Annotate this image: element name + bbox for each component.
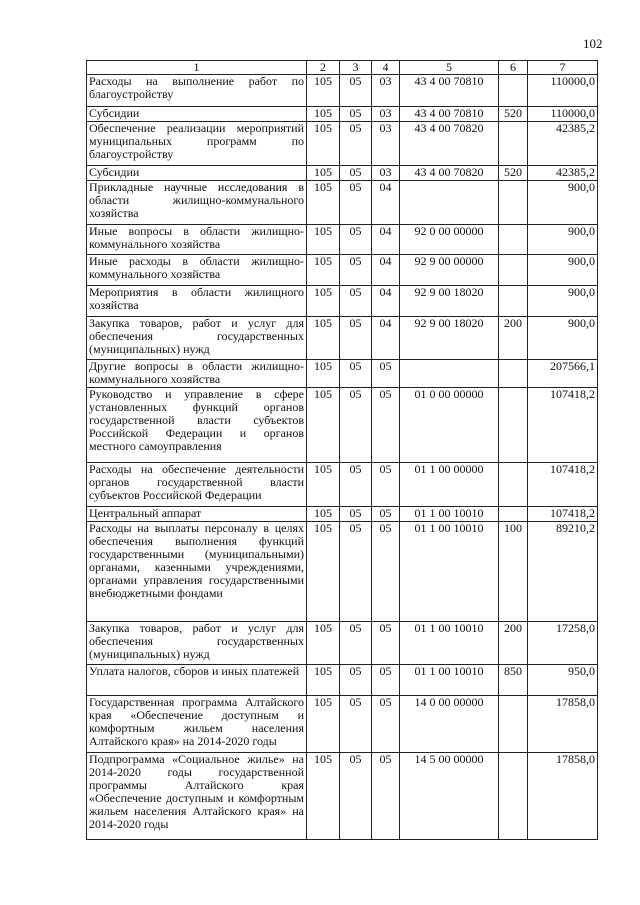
- cell-code: 105: [307, 522, 340, 622]
- cell-subsection: 04: [372, 317, 400, 360]
- column-header: 5: [400, 61, 499, 75]
- cell-target-item: 92 9 00 00000: [400, 255, 499, 286]
- cell-section: 05: [340, 388, 372, 463]
- cell-section: 05: [340, 507, 372, 522]
- cell-subsection: 04: [372, 255, 400, 286]
- cell-subsection: 05: [372, 696, 400, 753]
- cell-name: Прикладные научные исследования в области жилищно-коммунального хозяйства: [87, 181, 307, 225]
- cell-name: Иные вопросы в области жилищно-коммунального хозяйства: [87, 225, 307, 255]
- cell-name: Расходы на выплаты персоналу в целях обеспечения выполнения функций государственными (муниципальными) органами, казенными учреждениями, органами управления государственными внебюджетными фондами: [87, 522, 307, 622]
- cell-section: 05: [340, 255, 372, 286]
- column-header: 7: [528, 61, 598, 75]
- table-row: [87, 753, 598, 840]
- cell-section: 05: [340, 286, 372, 317]
- table-row: [87, 665, 598, 696]
- cell-section: 05: [340, 122, 372, 166]
- table-row: [87, 522, 598, 622]
- cell-expense-type: [499, 388, 528, 463]
- cell-subsection: 05: [372, 622, 400, 665]
- cell-expense-type: 850: [499, 665, 528, 696]
- cell-target-item: 92 0 00 00000: [400, 225, 499, 255]
- cell-subsection: 03: [372, 166, 400, 181]
- cell-amount: 110000,0: [528, 107, 598, 122]
- table-row: [87, 317, 598, 360]
- cell-expense-type: 520: [499, 107, 528, 122]
- cell-expense-type: 100: [499, 522, 528, 622]
- cell-name: Государственная программа Алтайского края «Обеспечение доступным и комфортным жильем населения Алтайского края» на 2014-2020 годы: [87, 696, 307, 753]
- cell-code: 105: [307, 753, 340, 840]
- cell-code: 105: [307, 507, 340, 522]
- table-row: [87, 696, 598, 753]
- cell-expense-type: [499, 75, 528, 107]
- cell-target-item: 92 9 00 18020: [400, 317, 499, 360]
- cell-name: Мероприятия в области жилищного хозяйства: [87, 286, 307, 317]
- cell-section: 05: [340, 181, 372, 225]
- column-header: 6: [499, 61, 528, 75]
- cell-name: Уплата налогов, сборов и иных платежей: [87, 665, 307, 696]
- cell-amount: 42385,2: [528, 166, 598, 181]
- cell-target-item: 01 1 00 10010: [400, 522, 499, 622]
- budget-table: [86, 60, 598, 840]
- cell-code: 105: [307, 317, 340, 360]
- cell-amount: 107418,2: [528, 507, 598, 522]
- cell-section: 05: [340, 696, 372, 753]
- cell-name: Закупка товаров, работ и услуг для обеспечения государственных (муниципальных) нужд: [87, 317, 307, 360]
- cell-code: 105: [307, 388, 340, 463]
- cell-name: Расходы на выполнение работ по благоустройству: [87, 75, 307, 107]
- cell-expense-type: 200: [499, 317, 528, 360]
- cell-target-item: 14 5 00 00000: [400, 753, 499, 840]
- cell-section: 05: [340, 107, 372, 122]
- cell-section: 05: [340, 75, 372, 107]
- cell-code: 105: [307, 665, 340, 696]
- cell-section: 05: [340, 225, 372, 255]
- cell-code: 105: [307, 622, 340, 665]
- column-header: 3: [340, 61, 372, 75]
- cell-amount: 110000,0: [528, 75, 598, 107]
- cell-expense-type: [499, 255, 528, 286]
- column-header: 4: [372, 61, 400, 75]
- cell-subsection: 03: [372, 122, 400, 166]
- table-row: [87, 166, 598, 181]
- cell-target-item: 43 4 00 70810: [400, 107, 499, 122]
- cell-code: 105: [307, 181, 340, 225]
- cell-subsection: 05: [372, 463, 400, 507]
- cell-amount: 89210,2: [528, 522, 598, 622]
- table-row: [87, 622, 598, 665]
- table-row: [87, 107, 598, 122]
- cell-code: 105: [307, 166, 340, 181]
- cell-subsection: 04: [372, 286, 400, 317]
- cell-target-item: [400, 181, 499, 225]
- cell-name: Подпрограмма «Социальное жилье» на 2014-2020 годы государственной программы Алтайского края «Обеспечение доступным и комфортным жильем населения Алтайского края» на 2014-2020 годы: [87, 753, 307, 840]
- cell-target-item: 43 4 00 70820: [400, 122, 499, 166]
- table-row: [87, 122, 598, 166]
- cell-expense-type: [499, 360, 528, 388]
- cell-name: Другие вопросы в области жилищно-коммунального хозяйства: [87, 360, 307, 388]
- cell-expense-type: [499, 463, 528, 507]
- cell-amount: 900,0: [528, 181, 598, 225]
- cell-subsection: 05: [372, 388, 400, 463]
- cell-amount: 17258,0: [528, 622, 598, 665]
- cell-target-item: 92 9 00 18020: [400, 286, 499, 317]
- cell-section: 05: [340, 166, 372, 181]
- cell-amount: 900,0: [528, 286, 598, 317]
- cell-target-item: 01 1 00 10010: [400, 507, 499, 522]
- cell-subsection: 05: [372, 665, 400, 696]
- table-row: [87, 360, 598, 388]
- cell-subsection: 05: [372, 507, 400, 522]
- cell-amount: 900,0: [528, 317, 598, 360]
- cell-amount: 950,0: [528, 665, 598, 696]
- cell-target-item: 01 1 00 10010: [400, 665, 499, 696]
- table-header-row: [87, 61, 598, 75]
- cell-expense-type: 520: [499, 166, 528, 181]
- cell-target-item: 43 4 00 70820: [400, 166, 499, 181]
- table-row: [87, 463, 598, 507]
- cell-expense-type: [499, 753, 528, 840]
- cell-name: Обеспечение реализации мероприятий муниципальных программ по благоустройству: [87, 122, 307, 166]
- cell-section: 05: [340, 317, 372, 360]
- page-number: 102: [583, 36, 603, 51]
- cell-amount: 207566,1: [528, 360, 598, 388]
- cell-target-item: 01 0 00 00000: [400, 388, 499, 463]
- cell-target-item: 01 1 00 00000: [400, 463, 499, 507]
- cell-amount: 900,0: [528, 225, 598, 255]
- table-row: [87, 507, 598, 522]
- cell-expense-type: [499, 286, 528, 317]
- cell-expense-type: [499, 696, 528, 753]
- cell-code: 105: [307, 107, 340, 122]
- cell-amount: 107418,2: [528, 388, 598, 463]
- cell-expense-type: [499, 225, 528, 255]
- table-row: [87, 255, 598, 286]
- cell-code: 105: [307, 463, 340, 507]
- cell-name: Закупка товаров, работ и услуг для обеспечения государственных (муниципальных) нужд: [87, 622, 307, 665]
- cell-target-item: [400, 360, 499, 388]
- cell-section: 05: [340, 522, 372, 622]
- cell-target-item: 43 4 00 70810: [400, 75, 499, 107]
- cell-amount: 17858,0: [528, 696, 598, 753]
- cell-name: Субсидии: [87, 166, 307, 181]
- cell-section: 05: [340, 753, 372, 840]
- cell-expense-type: [499, 181, 528, 225]
- table-row: [87, 388, 598, 463]
- cell-amount: 107418,2: [528, 463, 598, 507]
- cell-expense-type: [499, 507, 528, 522]
- cell-section: 05: [340, 360, 372, 388]
- table-row: [87, 225, 598, 255]
- cell-amount: 42385,2: [528, 122, 598, 166]
- column-header: 2: [307, 61, 340, 75]
- cell-subsection: 03: [372, 107, 400, 122]
- cell-expense-type: 200: [499, 622, 528, 665]
- cell-target-item: 01 1 00 10010: [400, 622, 499, 665]
- cell-name: Центральный аппарат: [87, 507, 307, 522]
- cell-amount: 900,0: [528, 255, 598, 286]
- cell-code: 105: [307, 225, 340, 255]
- cell-section: 05: [340, 622, 372, 665]
- cell-name: Расходы на обеспечение деятельности органов государственной власти субъектов Российской Федерации: [87, 463, 307, 507]
- cell-amount: 17858,0: [528, 753, 598, 840]
- cell-subsection: 05: [372, 360, 400, 388]
- cell-name: Иные расходы в области жилищно-коммунального хозяйства: [87, 255, 307, 286]
- cell-name: Субсидии: [87, 107, 307, 122]
- cell-code: 105: [307, 696, 340, 753]
- column-header: 1: [87, 61, 307, 75]
- cell-code: 105: [307, 75, 340, 107]
- cell-target-item: 14 0 00 00000: [400, 696, 499, 753]
- table-row: [87, 286, 598, 317]
- cell-subsection: 05: [372, 522, 400, 622]
- cell-expense-type: [499, 122, 528, 166]
- table-row: [87, 75, 598, 107]
- cell-subsection: 05: [372, 753, 400, 840]
- cell-code: 105: [307, 360, 340, 388]
- cell-name: Руководство и управление в сфере установленных функций органов государственной власти субъектов Российской Федерации и органов местного самоуправления: [87, 388, 307, 463]
- cell-subsection: 04: [372, 181, 400, 225]
- cell-section: 05: [340, 463, 372, 507]
- cell-subsection: 04: [372, 225, 400, 255]
- cell-code: 105: [307, 122, 340, 166]
- cell-code: 105: [307, 286, 340, 317]
- cell-section: 05: [340, 665, 372, 696]
- table-row: [87, 181, 598, 225]
- cell-code: 105: [307, 255, 340, 286]
- cell-subsection: 03: [372, 75, 400, 107]
